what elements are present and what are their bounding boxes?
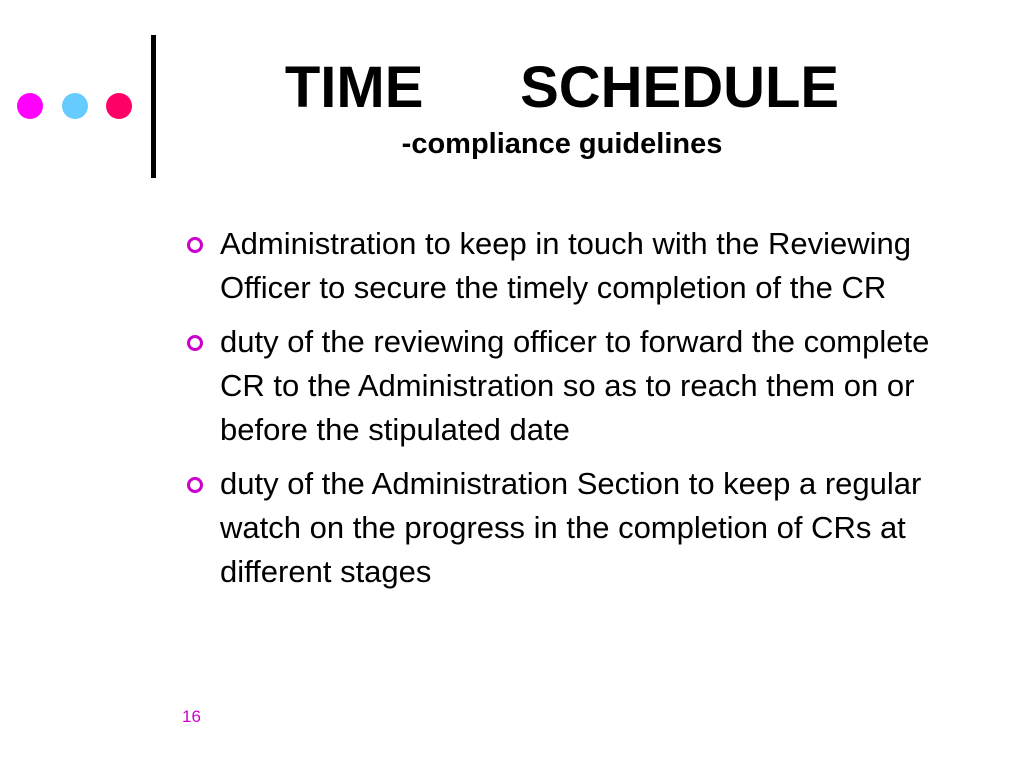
page-number: 16 — [182, 707, 201, 726]
slide-title: TIME SCHEDULE — [284, 55, 840, 120]
vertical-divider — [151, 35, 156, 178]
bullet-text: duty of the reviewing officer to forward the complete CR to the Administration so as to reach them on or before the stipulated date — [220, 324, 930, 447]
bullet-circle-icon — [187, 237, 203, 253]
bullet-text: duty of the Administration Section to keep a regular watch on the progress in the completion of CRs at different stages — [220, 466, 922, 589]
bullet-text: Administration to keep in touch with the Reviewing Officer to secure the timely completion of the CR — [220, 226, 911, 305]
bullet-item — [182, 320, 962, 452]
magenta-dot — [17, 93, 43, 119]
slide-subtitle: -compliance guidelines — [401, 128, 723, 160]
pink-dot — [106, 93, 132, 119]
bullet-item — [182, 222, 962, 310]
bullet-circle-icon — [187, 477, 203, 493]
light-blue-dot — [62, 93, 88, 119]
bullet-list — [182, 222, 962, 604]
decorative-dots — [17, 93, 137, 121]
bullet-circle-icon — [187, 335, 203, 351]
bullet-item — [182, 462, 962, 594]
